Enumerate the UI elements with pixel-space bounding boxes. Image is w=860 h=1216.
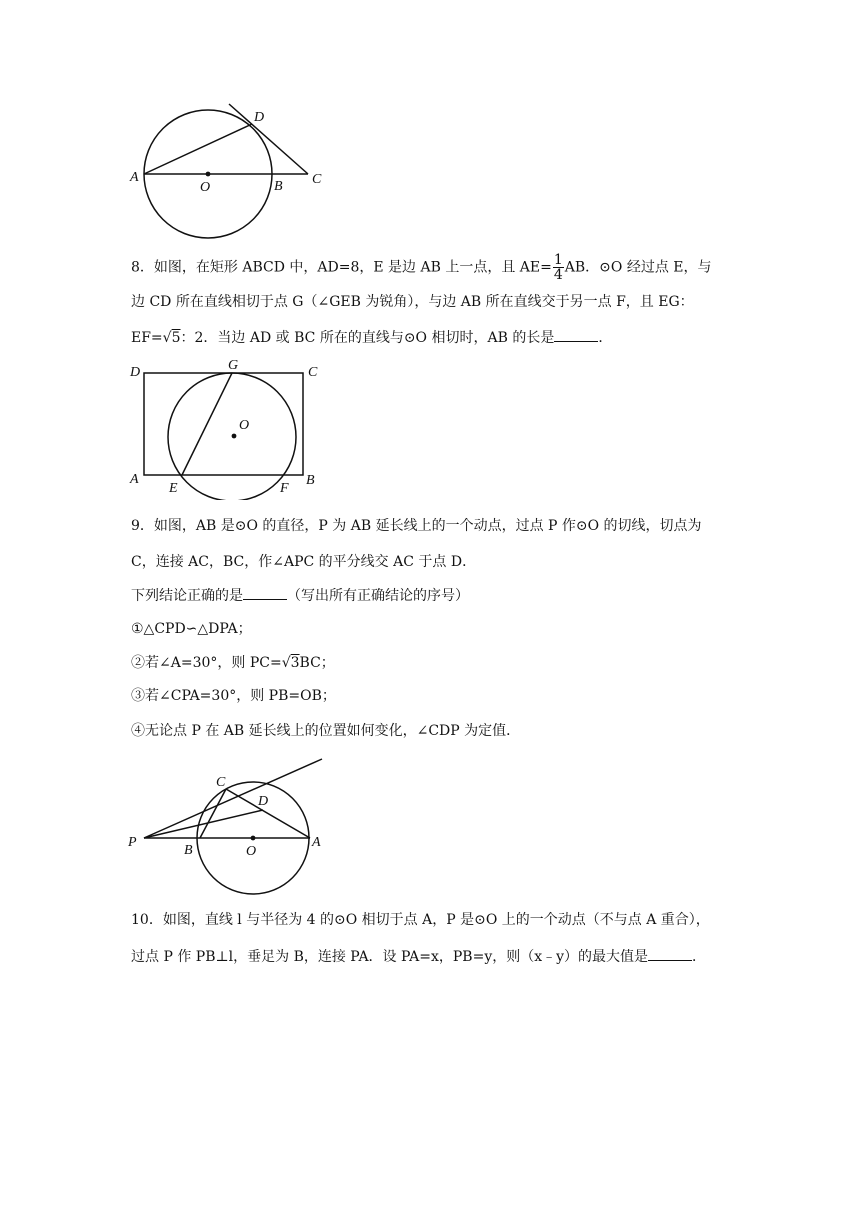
answer-blank [243, 585, 287, 600]
q9-item-1: ①△CPD∽△DPA； [131, 621, 252, 637]
label-c: C [308, 365, 318, 380]
label-o: O [200, 180, 211, 195]
label-a: A [312, 835, 321, 850]
label-b: B [306, 473, 315, 488]
q9-item-2: ②若∠A=30°，则 PC=√3BC； [131, 655, 335, 671]
fraction-one-quarter: $\frac{1}{4}$ [553, 252, 563, 283]
label-o: O [239, 418, 250, 433]
center-dot [206, 172, 211, 177]
q10-line-2: 过点 P 作 PB⊥l，垂足为 B，连接 PA．设 PA=x，PB=y，则（x﹣y）的最大值是 ． [131, 946, 706, 967]
q8-line-1: 8．如图，在矩形 ABCD 中，AD=8，E 是边 AB 上一点，且 AE= $\frac{1}{4}$ AB．⊙O 经过点 E，与 [131, 252, 712, 283]
label-b: B [184, 843, 193, 858]
center-dot [232, 434, 237, 439]
segment-cb [200, 789, 226, 838]
label-f: F [280, 481, 289, 496]
label-o: O [246, 844, 257, 859]
sqrt-five: √5 [162, 330, 181, 346]
label-e: E [169, 481, 178, 496]
q9-line-1: 9．如图，AB 是⊙O 的直径，P 为 AB 延长线上的一个动点，过点 P 作⊙O 的切线，切点为 [131, 518, 702, 534]
tangent-line-pc [144, 759, 322, 838]
rectangle-abcd [144, 373, 303, 475]
q9-item-3: ③若∠CPA=30°，则 PB=OB； [131, 688, 336, 704]
figure-q8 [122, 355, 332, 500]
q9-line-2: C，连接 AC，BC，作∠APC 的平分线交 AC 于点 D． [131, 554, 477, 570]
label-c: C [312, 172, 322, 187]
q8-line-3: EF=√5：2．当边 AD 或 BC 所在的直线与⊙O 相切时，AB 的长是 ． [131, 327, 612, 348]
figure-q9 [122, 755, 342, 900]
answer-blank [648, 946, 692, 961]
figure-q7 [122, 100, 342, 245]
label-d: D [254, 110, 265, 125]
label-d: D [130, 365, 141, 380]
q9-item-4: ④无论点 P 在 AB 延长线上的位置如何变化，∠CDP 为定值． [131, 723, 521, 739]
label-b: B [274, 179, 283, 194]
label-p: P [128, 835, 137, 850]
tangent-line-dc [229, 104, 308, 174]
answer-blank [554, 327, 598, 342]
label-a: A [130, 170, 139, 185]
label-a: A [130, 472, 139, 487]
q9-line-3: 下列结论正确的是 （写出所有正确结论的序号） [131, 585, 469, 606]
label-c: C [216, 775, 226, 790]
q8-line-2: 边 CD 所在直线相切于点 G（∠GEB 为锐角），与边 AB 所在直线交于另一点 F，且 EG： [131, 294, 694, 310]
sqrt-three: √3 [281, 655, 300, 671]
label-g: G [228, 358, 239, 373]
label-d: D [258, 794, 269, 809]
center-dot [251, 836, 256, 841]
bisector-pd [144, 810, 263, 838]
q10-line-1: 10．如图，直线 l 与半径为 4 的⊙O 相切于点 A，P 是⊙O 上的一个动点（不与点 A 重合）， [131, 912, 710, 928]
